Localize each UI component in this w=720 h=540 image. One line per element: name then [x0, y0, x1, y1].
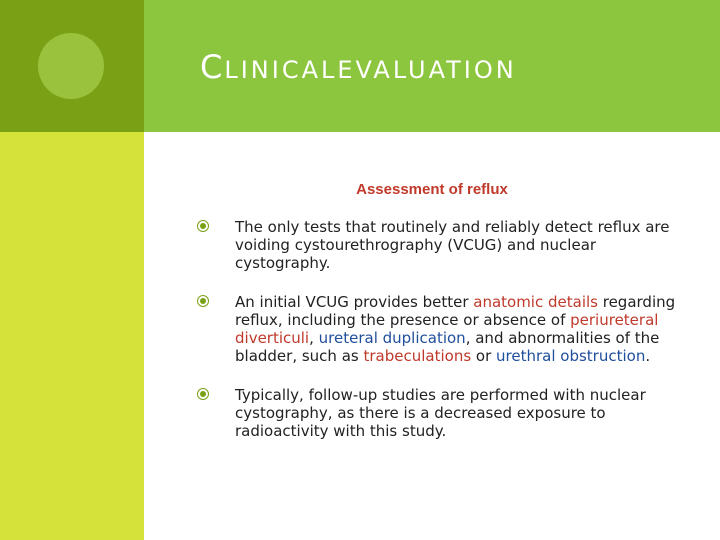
bullet-icon: [197, 295, 209, 307]
title-rest: LINICALEVALUATION: [224, 56, 517, 84]
bullet-text: or: [471, 347, 497, 365]
bullet-text: trabeculations: [363, 347, 472, 365]
bullet-item: [197, 218, 687, 272]
bullet-text: anatomic details: [473, 293, 598, 311]
title-first-letter: C: [200, 48, 225, 86]
bullet-text: The only tests that routinely and reliably detect reflux are voiding cystourethrography (VCUG) and nuclear cystography.: [235, 218, 670, 272]
bullet-text: ureteral duplication: [318, 329, 466, 347]
bullet-icon: [197, 220, 209, 232]
decorative-circle: [38, 33, 104, 99]
slide-subtitle: Assessment of reflux: [356, 181, 508, 198]
bullet-icon: [197, 388, 209, 400]
bullet-text: , and abnormalities of the bladder, such as: [235, 329, 660, 365]
bullet-text: periureteral diverticuli: [235, 311, 659, 347]
bullet-list: [197, 218, 687, 461]
bullet-text: ,: [309, 329, 319, 347]
bullet-text: urethral obstruction: [496, 347, 646, 365]
bullet-text: .: [645, 347, 651, 365]
bullet-item: [197, 386, 687, 440]
bullet-text: regarding reflux, including the presence or absence of: [235, 293, 676, 329]
slide-title: [200, 48, 517, 86]
bullet-text: Typically, follow-up studies are performed with nuclear cystography, as there is a decreased exposure to radioactivity with this study.: [235, 386, 646, 440]
bullet-item: [197, 293, 687, 365]
left-bottom-panel: [0, 132, 144, 540]
bullet-text: An initial VCUG provides better: [235, 293, 474, 311]
